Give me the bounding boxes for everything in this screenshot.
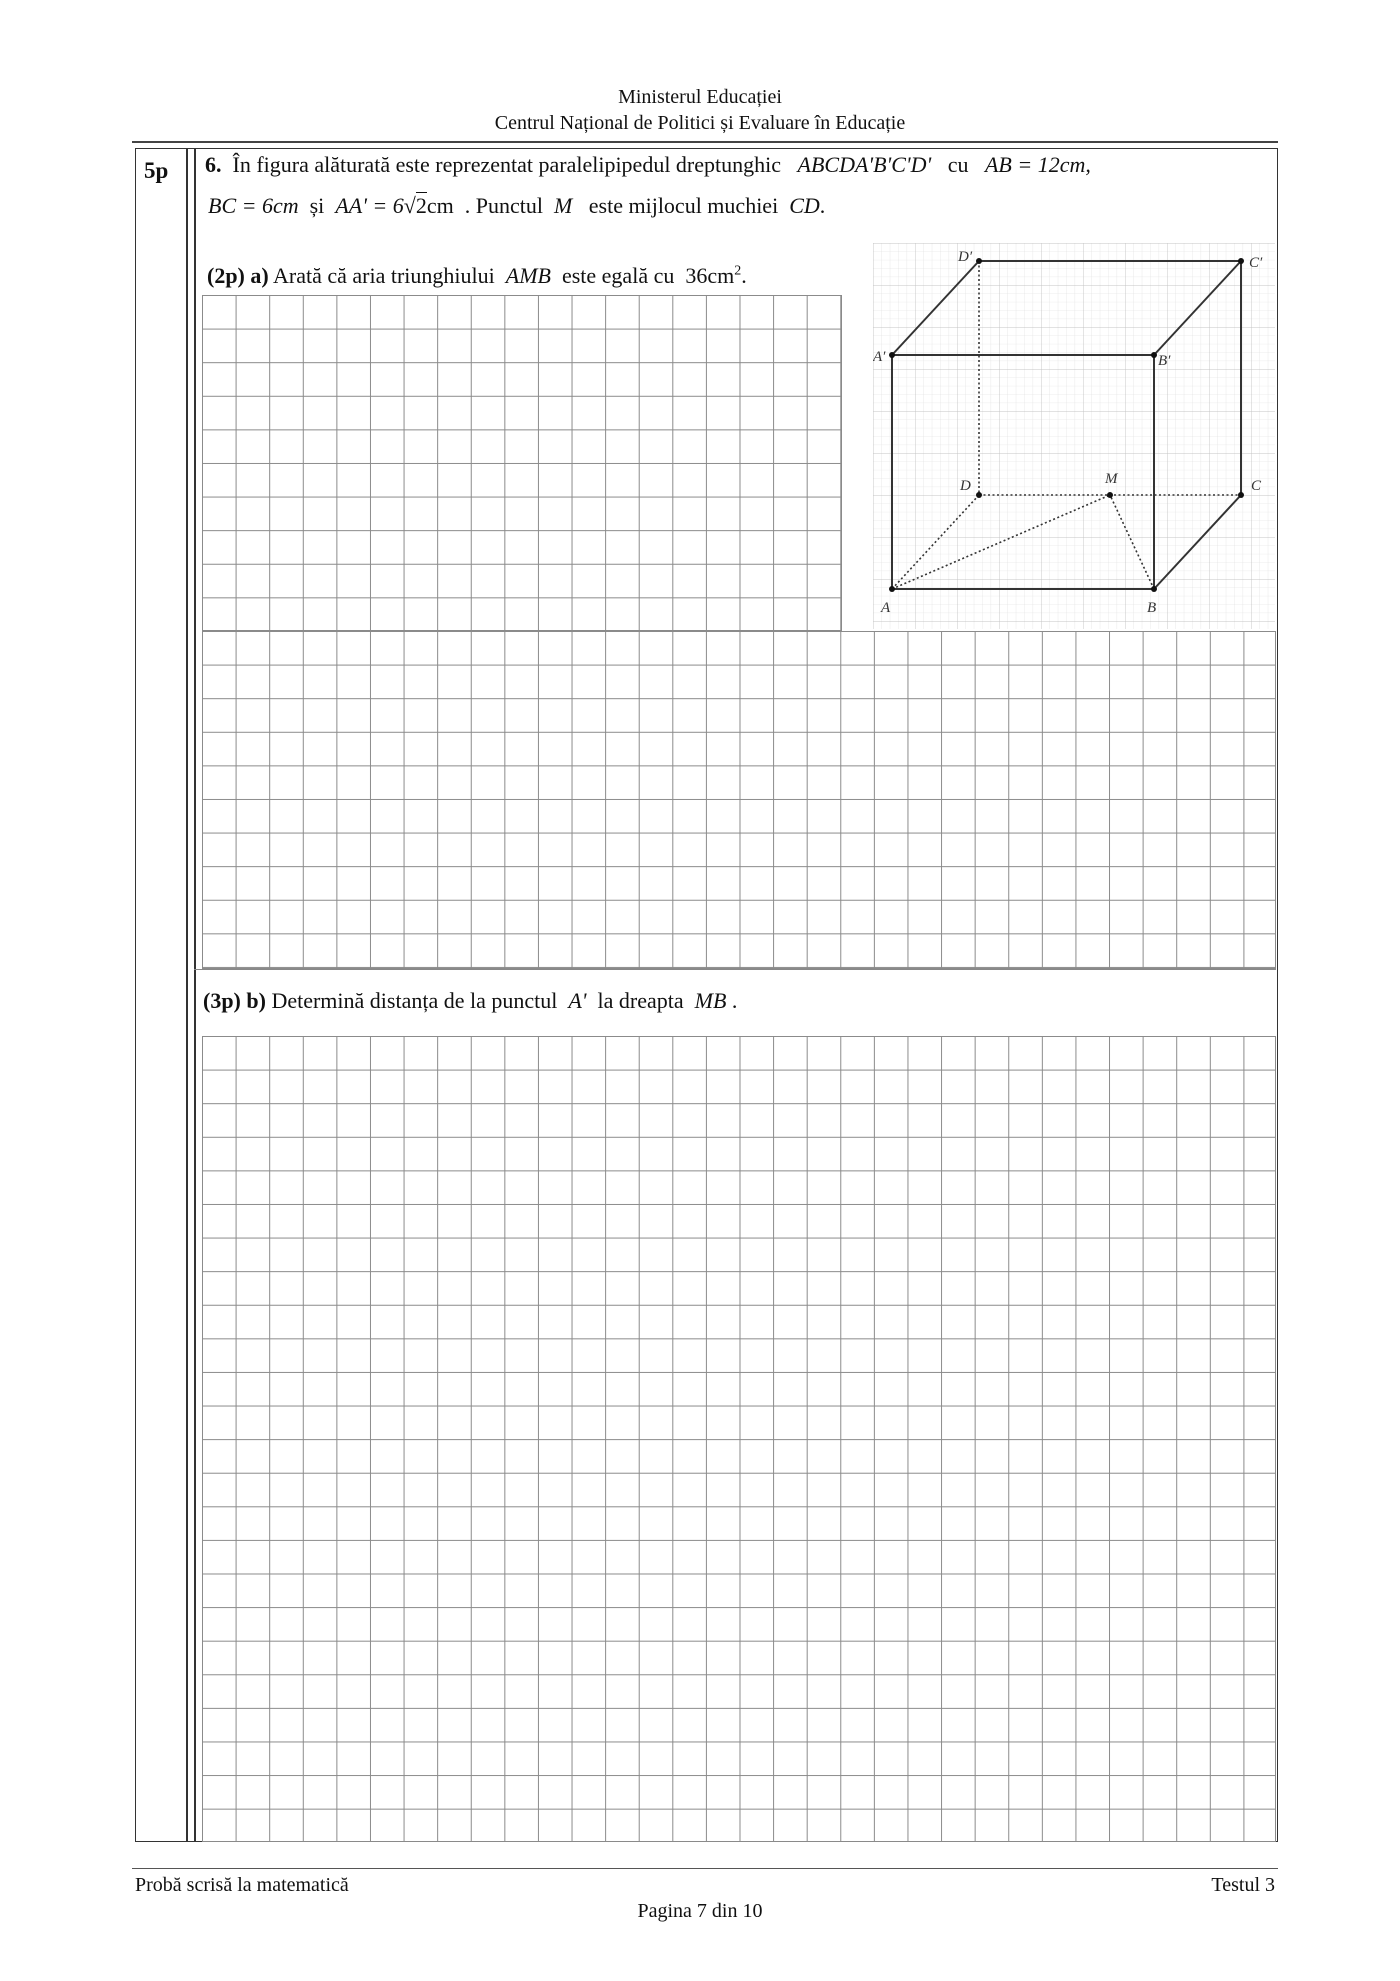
footer-test-number: Testul 3 — [1211, 1874, 1275, 1896]
footer-page-number: Pagina 7 din 10 — [637, 1900, 763, 1922]
part-b-end: . — [731, 988, 738, 1013]
label-m: M — [1105, 471, 1118, 487]
answer-grid-b[interactable] — [202, 1036, 1276, 1842]
statement-si: și — [309, 193, 325, 218]
ab-equation: AB = 12cm, — [984, 152, 1091, 177]
edge-cd: CD — [789, 193, 820, 218]
part-b-score: (3p) b) — [203, 988, 266, 1013]
vertex-d — [976, 492, 982, 498]
figure-container — [873, 243, 1275, 629]
problem-statement-line2 — [208, 193, 825, 219]
score-column-divider-2 — [194, 148, 196, 1842]
part-a-value: 36cm — [685, 263, 735, 288]
footer-exam-name: Probă scrisă la matematică — [135, 1874, 349, 1896]
vertex-b1 — [1151, 352, 1157, 358]
part-b-text2: la dreapta — [597, 988, 684, 1013]
point-m: M — [553, 193, 573, 218]
sqrt-icon: √ — [403, 193, 416, 218]
statement-text-1: În figura alăturată este reprezentat paralelipipedul dreptunghic — [232, 152, 782, 177]
part-divider — [194, 969, 1276, 970]
problem-points: 5p — [144, 158, 169, 183]
vertex-c1 — [1238, 258, 1244, 264]
statement-text-2: . Punctul — [464, 193, 543, 218]
part-a-text: Arată că aria triunghiului — [273, 263, 495, 288]
label-d: D — [960, 478, 971, 494]
header-divider — [132, 141, 1278, 143]
header-center: Centrul Național de Politici și Evaluare în Educație — [494, 112, 906, 134]
part-a-triangle: AMB — [505, 263, 551, 288]
aa-equation-prefix: AA' = 6 — [335, 193, 404, 218]
statement-dot: . — [819, 193, 826, 218]
problem-statement-line1 — [205, 152, 1091, 178]
footer-divider — [132, 1868, 1278, 1869]
statement-cu: cu — [947, 152, 969, 177]
label-b: B — [1147, 600, 1157, 616]
part-b-line: MB — [694, 988, 727, 1013]
label-b1: B′ — [1158, 353, 1171, 369]
answer-grid-a-top[interactable] — [202, 295, 842, 631]
label-a1: A′ — [873, 349, 886, 365]
vertex-a1 — [889, 352, 895, 358]
vertex-m — [1107, 492, 1113, 498]
label-a: A — [881, 600, 891, 616]
vertex-d1 — [976, 258, 982, 264]
part-a-exponent: 2 — [734, 263, 742, 279]
aa-equation-unit: cm — [426, 193, 454, 218]
part-a-score: (2p) a) — [207, 263, 269, 288]
score-column-divider — [186, 148, 188, 1842]
problem-number: 6. — [205, 152, 222, 177]
vertex-a — [889, 586, 895, 592]
header-ministry: Ministerul Educației — [618, 86, 782, 108]
vertex-b — [1151, 586, 1157, 592]
part-a-prompt — [207, 263, 747, 289]
part-b-text: Determină distanța de la punctul — [271, 988, 558, 1013]
label-d1: D′ — [958, 249, 973, 265]
answer-grid-a-bottom[interactable] — [202, 631, 1276, 969]
statement-text-3: este mijlocul muchiei — [588, 193, 779, 218]
vertex-c — [1238, 492, 1244, 498]
parallelepiped-figure — [873, 243, 1275, 629]
label-c: C — [1251, 478, 1262, 494]
prism-name: ABCDA'B'C'D' — [797, 152, 932, 177]
part-a-text2: este egală cu — [561, 263, 675, 288]
part-a-end: . — [741, 263, 747, 288]
bc-equation: BC = 6cm — [208, 193, 299, 218]
part-b-point: A' — [568, 988, 587, 1013]
aa-equation-root: 2 — [415, 193, 427, 218]
label-c1: C′ — [1249, 255, 1263, 271]
part-b-prompt — [203, 988, 737, 1014]
